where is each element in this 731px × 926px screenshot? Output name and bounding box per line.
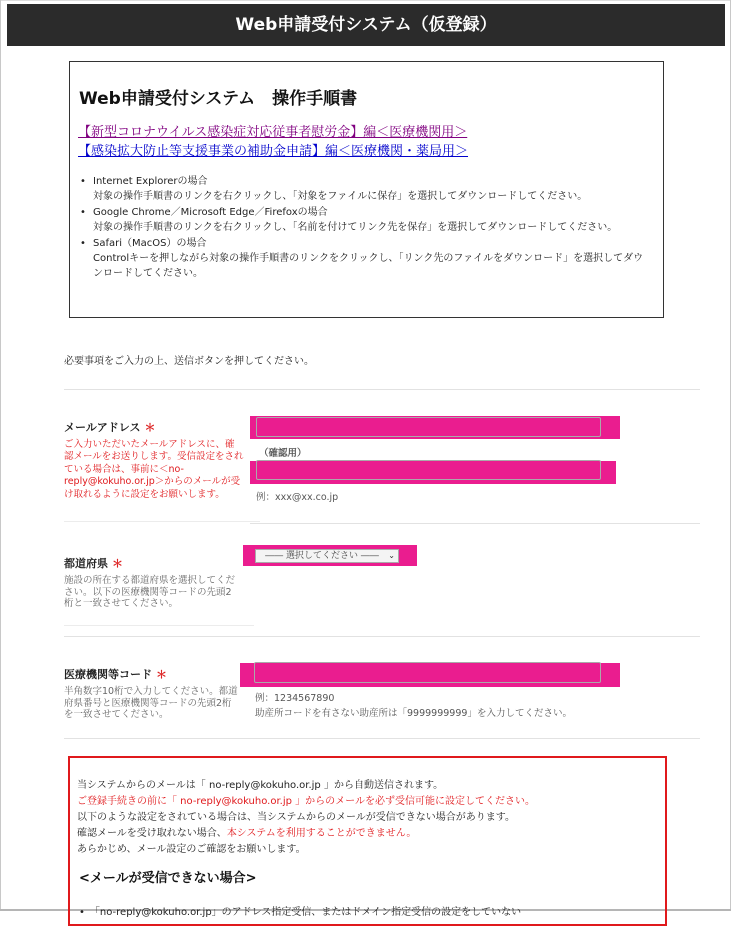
- instruction-chrome-edge-firefox: [80, 205, 650, 236]
- divider: [64, 389, 700, 390]
- notice-warning-text: ご登録手続きの前に「 no-reply@kokuho.or.jp 」からのメールを必ず受信可能に設定してください。: [77, 796, 535, 807]
- facility-code-example: 例：1234567890: [255, 693, 335, 704]
- prefecture-label: [64, 555, 123, 571]
- notice-line-warning: [77, 792, 535, 807]
- prefecture-selected-value: ―― 選択してください ――: [265, 551, 379, 561]
- notice-warning-text: 本システムを利用することができません。: [226, 828, 417, 839]
- email-confirm-input[interactable]: [256, 460, 601, 480]
- instruction-body: 対象の操作手順書のリンクを右クリックし、「対象をファイルに保存」を選択してダウンロードしてください。: [93, 191, 588, 203]
- notice-bullet: • 「no-reply@kokuho.or.jp」のアドレス指定受信、またはドメイン指定受信の設定をしていない: [79, 907, 522, 918]
- required-mark: ＊: [112, 557, 123, 570]
- email-label: [64, 419, 155, 435]
- facility-code-label-text: 医療機関等コード: [64, 668, 152, 681]
- notice-line: [77, 824, 416, 839]
- window-left-edge: [0, 0, 1, 911]
- divider: [64, 738, 700, 739]
- email-note: ご入力いただいたメールアドレスに、確認メールをお送りします。受信設定をされている場合は、事前に＜no-reply@kokuho.or.jp＞からのメールが受け取れるように設定をお願いします。: [64, 439, 244, 500]
- instruction-ie: [80, 174, 650, 205]
- page-title: Web申請受付システム（仮登録）: [235, 15, 497, 35]
- required-mark: ＊: [156, 668, 167, 681]
- instruction-title: • Google Chrome／Microsoft Edge／Firefoxの場合: [93, 206, 328, 218]
- divider: [64, 625, 254, 626]
- email-notice-box: [68, 756, 667, 926]
- download-instructions: [80, 174, 650, 282]
- instruction-body: 対象の操作手順書のリンクを右クリックし、「名前を付けてリンク先を保存」を選択してダウンロードしてください。: [93, 222, 618, 234]
- prefecture-label-text: 都道府県: [64, 557, 108, 570]
- manual-box: [69, 61, 664, 318]
- facility-code-label: [64, 666, 167, 682]
- notice-line: 当システムからのメールは「 no-reply@kokuho.or.jp 」から自動送信されます。: [77, 780, 444, 791]
- email-example: 例：xxx@xx.co.jp: [256, 492, 339, 503]
- prefecture-select[interactable]: [255, 549, 399, 563]
- email-confirm-label: （確認用）: [259, 448, 307, 459]
- notice-line: あらかじめ、メール設定のご確認をお願いします。: [77, 844, 306, 855]
- instruction-body: Controlキーを押しながら対象の操作手順書のリンクをクリックし、「リンク先のファイルをダウンロード」を選択してダウンロードしてください。: [93, 253, 644, 280]
- manual-title: Web申請受付システム 操作手順書: [79, 89, 358, 109]
- facility-code-input[interactable]: [254, 662, 601, 683]
- prefecture-note: 施設の所在する都道府県を選択してください。以下の医療機関等コードの先頭2桁と一致させてください。: [64, 575, 236, 609]
- email-label-text: メールアドレス: [64, 421, 141, 434]
- notice-text: 確認メールを受け取れない場合、: [77, 828, 227, 839]
- manual-link-infection-prevention[interactable]: 【感染拡大防止等支援事業の補助金申請】編＜医療機関・薬局用＞: [78, 144, 469, 159]
- facility-code-hint: 助産所コードを有さない助産所は「9999999999」を入力してください。: [255, 708, 572, 719]
- divider: [250, 523, 700, 524]
- instruction-safari: [80, 236, 650, 282]
- page-header: [7, 4, 725, 46]
- facility-code-note: 半角数字10桁で入力してください。都道府県番号と医療機関等コードの先頭2桁を一致させてください。: [64, 686, 238, 720]
- intro-text: 必要事項をご入力の上、送信ボタンを押してください。: [64, 356, 314, 367]
- required-mark: ＊: [144, 421, 156, 434]
- instruction-title: • Safari（MacOS）の場合: [93, 237, 207, 249]
- notice-heading: <メールが受信できない場合>: [79, 871, 257, 886]
- notice-line: 以下のような設定をされている場合は、当システムからのメールが受信できない場合があります。: [77, 812, 515, 823]
- divider: [64, 521, 260, 522]
- email-input[interactable]: [256, 417, 601, 437]
- instruction-title: • Internet Explorerの場合: [93, 176, 208, 187]
- divider: [64, 636, 700, 637]
- chevron-down-icon: ⌄: [388, 551, 395, 560]
- manual-link-covid-consolation[interactable]: 【新型コロナウイルス感染症対応従事者慰労金】編＜医療機関用＞: [78, 125, 468, 140]
